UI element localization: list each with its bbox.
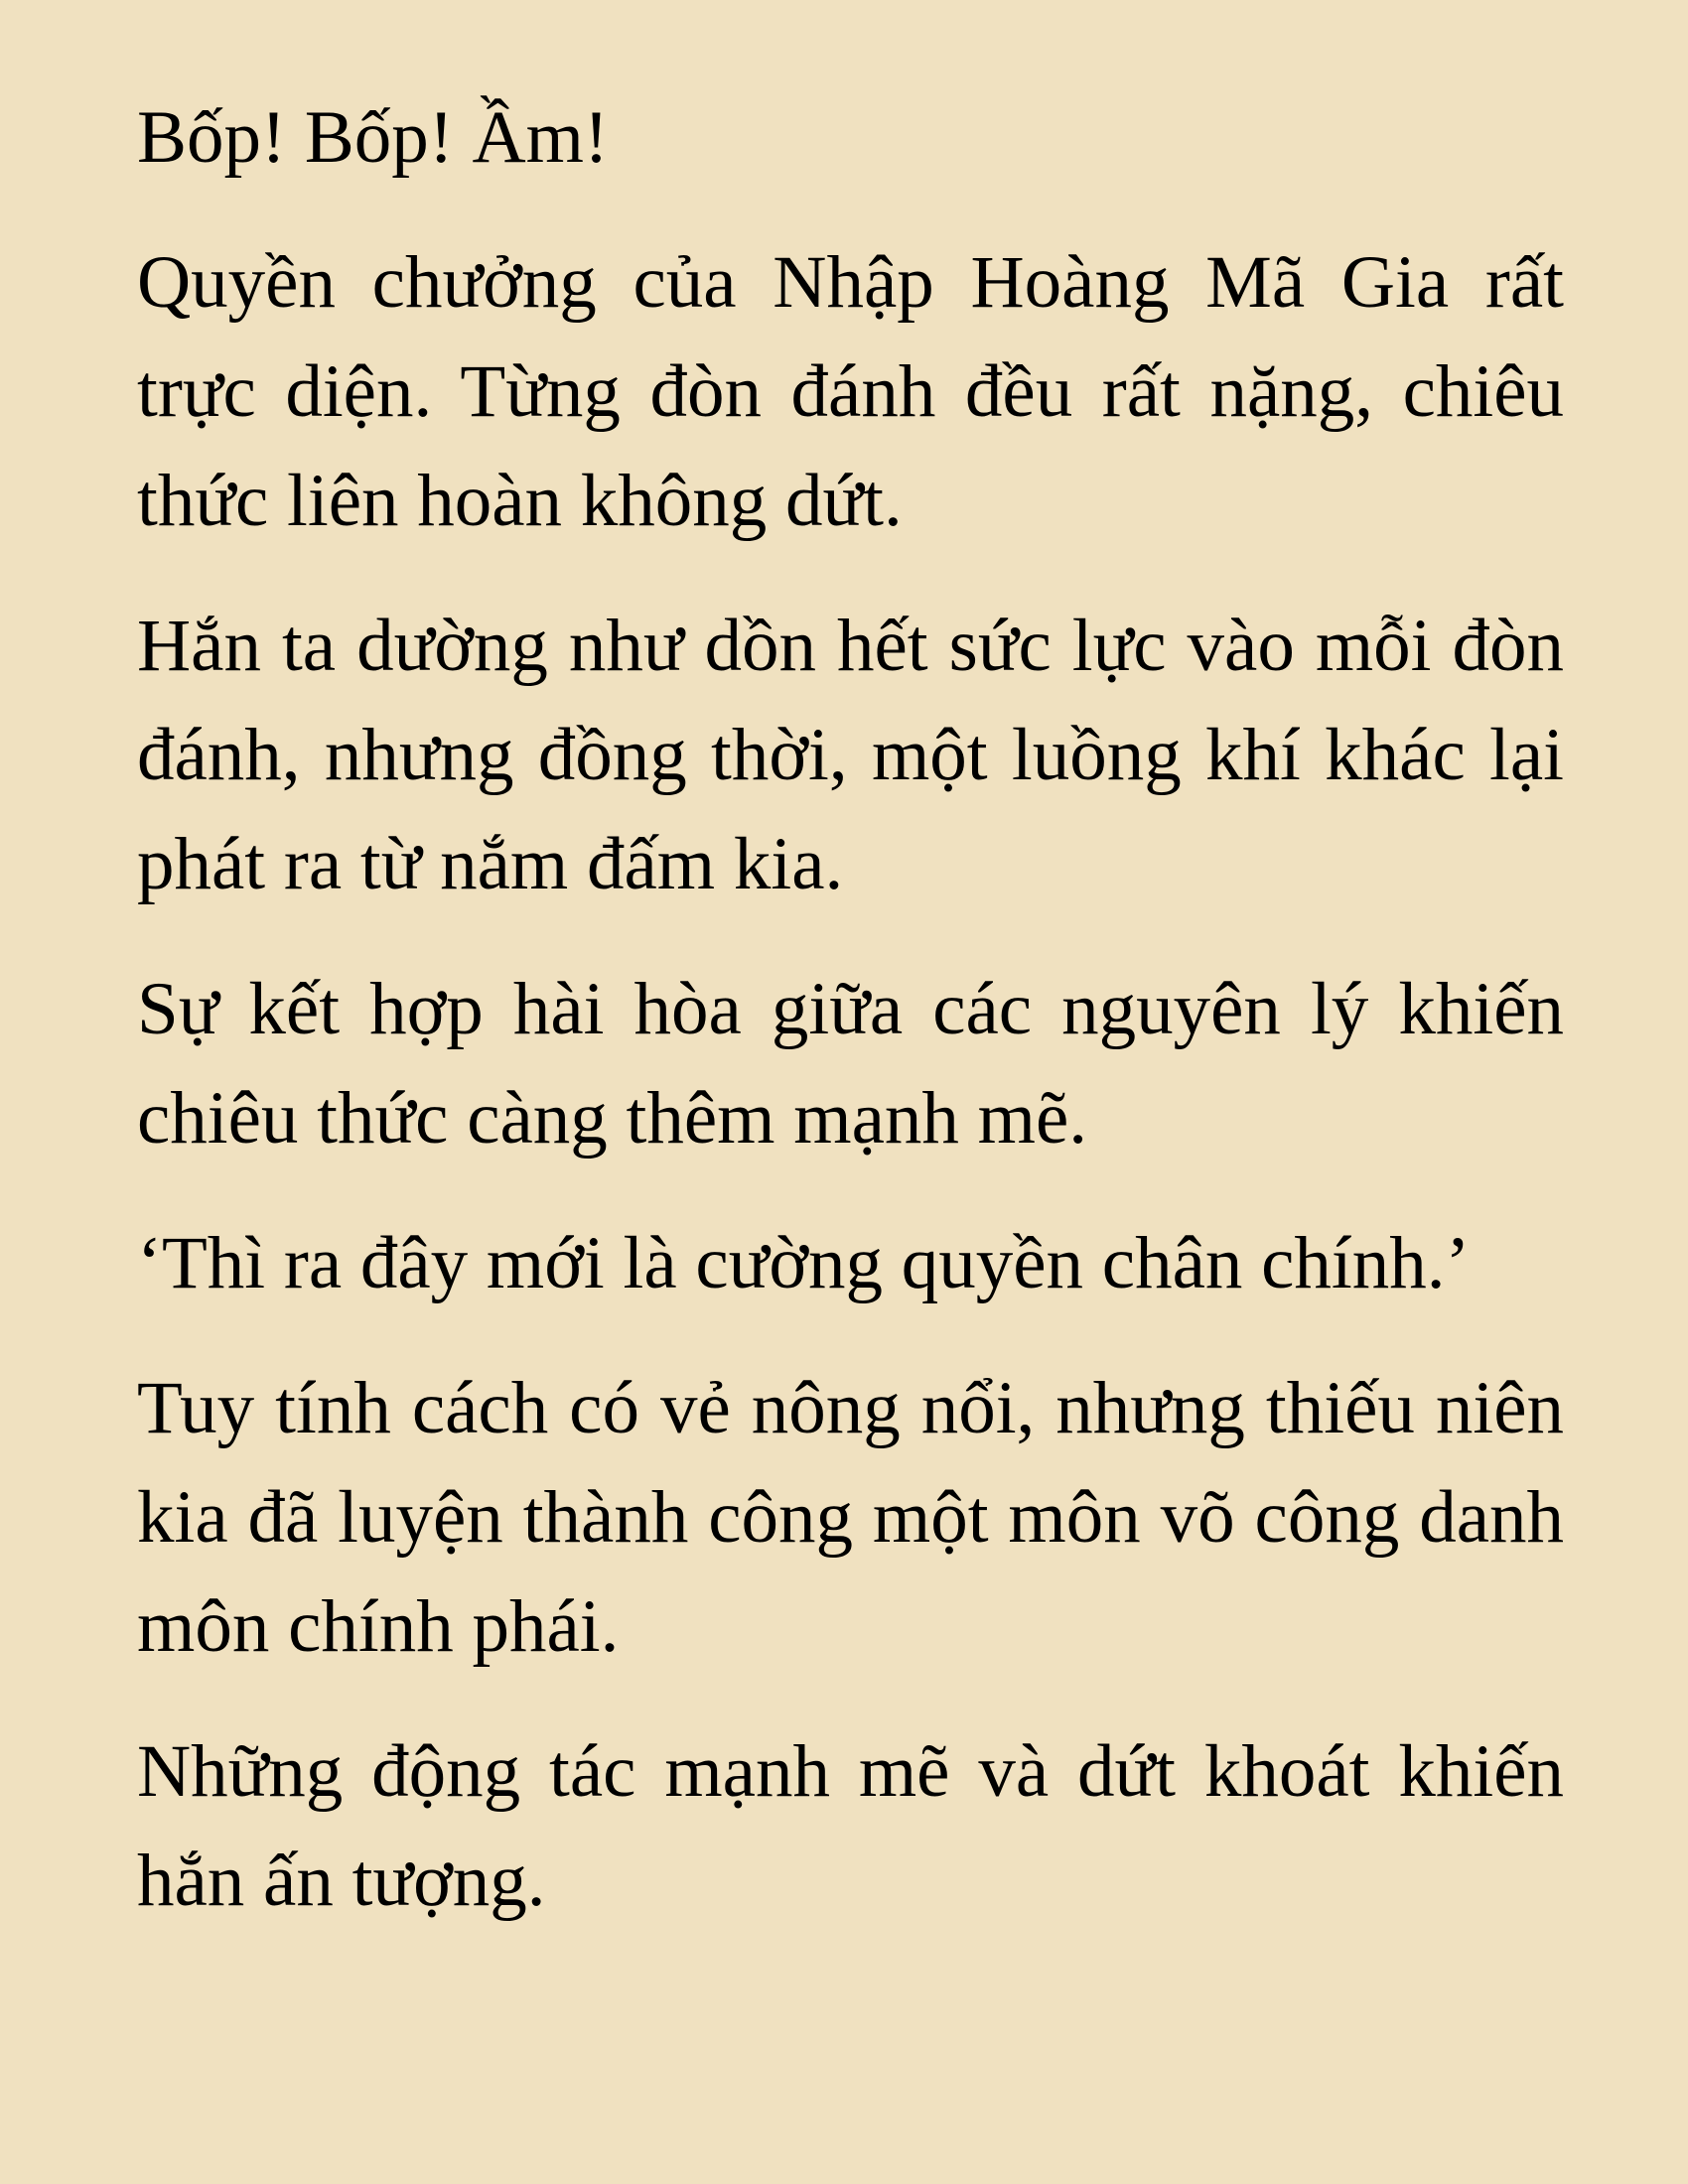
paragraph-3: Hắn ta dường như dồn hết sức lực vào mỗi đòn đánh, nhưng đồng thời, một luồng khí khác lại phát ra từ nắm đấm kia. bbox=[137, 605, 1564, 905]
paragraph-7: Những động tác mạnh mẽ và dứt khoát khiến hắn ấn tượng. bbox=[137, 1730, 1564, 1922]
paragraph-5: ‘Thì ra đây mới là cường quyền chân chính.’ bbox=[137, 1222, 1471, 1304]
paragraph-4: Sự kết hợp hài hòa giữa các nguyên lý khiến chiêu thức càng thêm mạnh mẽ. bbox=[137, 968, 1564, 1160]
paragraph-6: Tuy tính cách có vẻ nông nổi, nhưng thiếu niên kia đã luyện thành công một môn võ công danh môn chính phái. bbox=[137, 1367, 1564, 1668]
paragraph-1: Bốp! Bốp! Ầm! bbox=[137, 96, 609, 179]
paragraph-2: Quyền chưởng của Nhập Hoàng Mã Gia rất trực diện. Từng đòn đánh đều rất nặng, chiêu thức liên hoàn không dứt. bbox=[137, 241, 1564, 542]
